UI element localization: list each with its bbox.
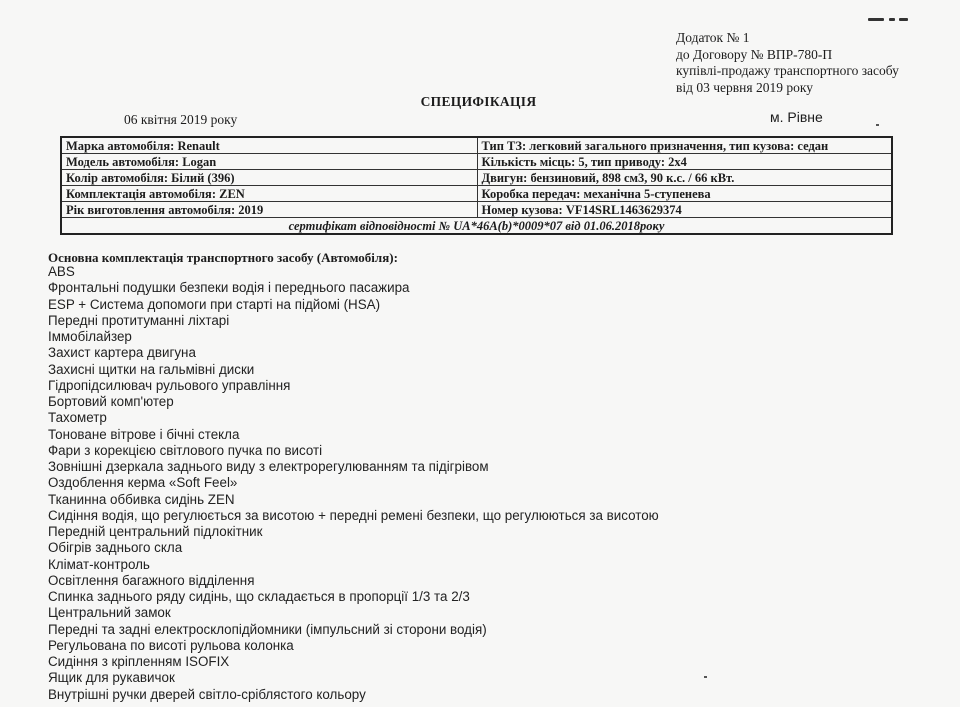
feature-item: Гідропідсилювач рульового управління	[48, 377, 291, 393]
feature-item: Захист картера двигуна	[48, 345, 196, 361]
appendix-line: купівлі-продажу транспортного засобу	[676, 63, 899, 78]
feature-item: Захисні щитки на гальмівні диски	[48, 361, 255, 377]
feature-item: Сидіння водія, що регулюється за висотою + передні ремені безпеки, що регулюються за висотою	[48, 507, 659, 523]
features-heading: Основна комплектація транспортного засобу (Автомобіля):	[48, 250, 398, 265]
spec-row	[61, 218, 892, 235]
feature-item: Ящик для рукавичок	[48, 670, 175, 686]
feature-item: Внутрішні ручки дверей світло-сріблястого кольору	[48, 686, 366, 702]
feature-item: Оздоблення керма «Soft Feel»	[48, 475, 238, 491]
feature-item: Регульована по висоті рульова колонка	[48, 637, 294, 653]
feature-item: Тканинна оббивка сидінь ZEN	[48, 491, 235, 507]
feature-item: ESP + Система допомоги при старті на підйомі (HSA)	[48, 296, 381, 312]
appendix-line: Додаток № 1	[676, 30, 750, 45]
document-title-wrap	[0, 94, 960, 110]
appendix-line: до Договору № ВПР-780-П	[676, 46, 833, 62]
spec-cell-certificate: сертифікат відповідності № UA*46A(b)*0009*07 від 01.06.2018року	[61, 218, 892, 235]
scan-mark	[868, 18, 908, 24]
appendix-reference	[676, 30, 899, 96]
feature-item: Спинка заднього ряду сидінь, що складається в пропорції 1/3 та 2/3	[48, 589, 470, 604]
feature-item: Тоноване вітрове і бічні стекла	[48, 426, 240, 442]
feature-item: Обігрів заднього скла	[48, 540, 183, 556]
spec-row	[61, 170, 892, 186]
appendix-line: від 03 червня 2019 року	[676, 79, 813, 95]
feature-item: Освітлення багажного відділення	[48, 572, 255, 588]
feature-item: Передній центральний підлокітник	[48, 524, 263, 539]
spec-row	[61, 202, 892, 218]
document-date: 06 квітня 2019 року	[124, 112, 238, 127]
spec-cell-seats: Кількість місць: 5, тип приводу: 2х4	[477, 154, 892, 170]
spec-cell-trim: Комплектація автомобіля: ZEN	[61, 186, 477, 202]
spec-cell-year: Рік виготовлення автомобіля: 2019	[61, 202, 477, 218]
spec-cell-color: Колір автомобіля: Білий (396)	[61, 170, 477, 186]
spec-row	[61, 154, 892, 170]
feature-item: Передні протитуманні ліхтарі	[48, 312, 230, 328]
vehicle-spec-table	[60, 136, 893, 235]
feature-item: Фари з корекцією світлового пучка по висоті	[48, 442, 323, 458]
document-title: СПЕЦИФІКАЦІЯ	[420, 94, 537, 109]
feature-item: Сидіння з кріпленням ISOFIX	[48, 654, 230, 669]
feature-item: Клімат-контроль	[48, 556, 150, 572]
scan-speck	[704, 676, 707, 678]
features-list	[48, 264, 659, 703]
spec-row	[61, 137, 892, 154]
feature-item: Зовнішні дзеркала заднього виду з електрорегулюванням та підігрівом	[48, 459, 489, 474]
spec-cell-engine: Двигун: бензиновий, 898 см3, 90 к.с. / 66 кВт.	[477, 170, 892, 186]
feature-item: Іммобілайзер	[48, 329, 132, 344]
spec-cell-vin: Номер кузова: VF14SRL1463629374	[477, 202, 892, 218]
feature-item: Передні та задні електросклопідйомники (імпульсний зі сторони водія)	[48, 621, 487, 637]
spec-cell-model: Модель автомобіля: Logan	[61, 154, 477, 170]
feature-item: Центральний замок	[48, 605, 171, 621]
document-city: м. Рівне	[770, 109, 823, 125]
feature-item: Тахометр	[48, 410, 107, 426]
scan-speck	[876, 124, 879, 126]
feature-item: ABS	[48, 264, 75, 279]
feature-item: Фронтальні подушки безпеки водія і переднього пасажира	[48, 280, 410, 296]
spec-row	[61, 186, 892, 202]
spec-cell-gearbox: Коробка передач: механічна 5-ступенева	[477, 186, 892, 202]
spec-cell-make: Марка автомобіля: Renault	[61, 137, 477, 154]
feature-item: Бортовий комп'ютер	[48, 394, 174, 409]
spec-cell-body-type: Тип ТЗ: легковий загального призначення, тип кузова: седан	[477, 137, 892, 154]
